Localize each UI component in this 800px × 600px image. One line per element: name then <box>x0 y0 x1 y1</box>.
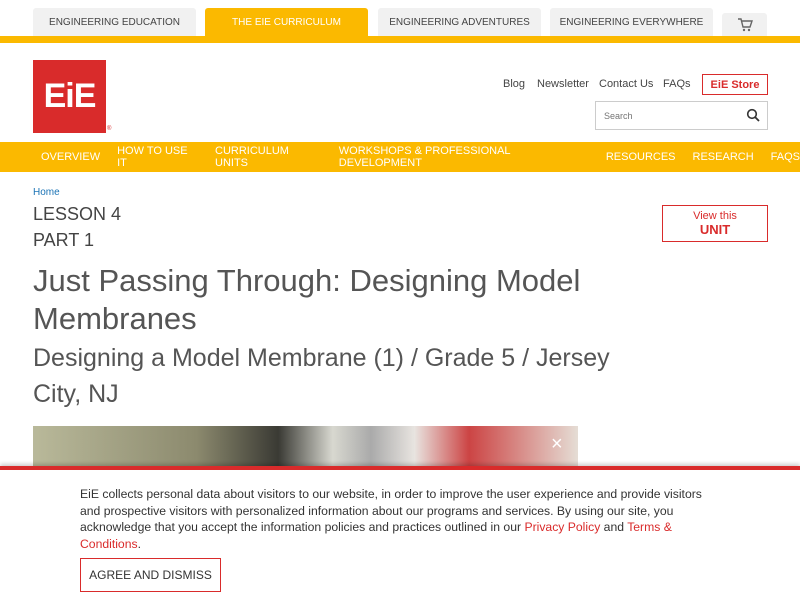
tab-engineering-education[interactable]: ENGINEERING EDUCATION <box>33 8 196 36</box>
contact-us-link[interactable]: Contact Us <box>599 78 654 90</box>
tab-engineering-adventures[interactable]: ENGINEERING ADVENTURES <box>378 8 541 36</box>
tab-eie-curriculum[interactable]: THE EIE CURRICULUM <box>205 8 368 36</box>
registered-mark: ® <box>107 126 112 132</box>
cookie-and: and <box>600 520 628 534</box>
cookie-message: EiE collects personal data about visitors to our website, in order to improve the user experience and provide visitors and prospective visitors with personalized information about our programs and services. By using our site, you acknowledge that you accept the information policies and practices outlined in our <box>80 487 702 534</box>
cookie-text <box>80 486 720 552</box>
lesson-number: LESSON 4 <box>33 204 122 224</box>
newsletter-link[interactable]: Newsletter <box>537 78 589 90</box>
classroom-photo <box>33 426 578 468</box>
view-unit-button[interactable] <box>662 205 768 242</box>
cookie-banner <box>0 466 800 600</box>
breadcrumb-home[interactable]: Home <box>33 187 60 198</box>
view-unit-line1: View this <box>693 210 737 222</box>
tab-engineering-everywhere[interactable]: ENGINEERING EVERYWHERE <box>550 8 713 36</box>
close-icon[interactable]: × <box>551 433 563 455</box>
nav-faqs[interactable]: FAQS <box>770 151 800 163</box>
nav-overview[interactable]: OVERVIEW <box>41 151 101 163</box>
main-nav <box>0 142 800 172</box>
eie-logo[interactable]: EiE <box>33 60 106 133</box>
nav-curriculum-units[interactable]: CURRICULUM UNITS <box>215 145 289 169</box>
blog-link[interactable]: Blog <box>503 78 526 90</box>
nav-resources[interactable]: RESOURCES <box>605 151 676 163</box>
accent-bar <box>0 36 800 43</box>
search-input[interactable] <box>604 111 744 121</box>
view-unit-line2: UNIT <box>699 222 731 237</box>
search-box <box>595 101 768 130</box>
search-icon[interactable] <box>746 108 760 122</box>
nav-research[interactable]: RESEARCH <box>692 151 754 163</box>
cart-icon <box>737 18 753 32</box>
privacy-policy-link[interactable]: Privacy Policy <box>524 520 601 534</box>
cookie-end: . <box>137 536 141 551</box>
nav-how-to-use-it[interactable]: HOW TO USE IT <box>117 145 188 169</box>
part-number: PART 1 <box>33 230 95 250</box>
terms-link[interactable]: Terms & Conditions <box>80 520 672 551</box>
cart-button[interactable] <box>722 13 767 36</box>
eie-store-button[interactable]: EiE Store <box>702 74 768 95</box>
nav-workshops[interactable]: WORKSHOPS & PROFESSIONAL DEVELOPMENT <box>338 145 511 169</box>
page-subtitle: Designing a Model Membrane (1) / Grade 5 / Jersey City, NJ <box>33 344 610 408</box>
agree-and-dismiss-button[interactable]: AGREE AND DISMISS <box>80 558 221 592</box>
faqs-link[interactable]: FAQs <box>663 78 691 90</box>
page-title: Just Passing Through: Designing Model Membranes <box>33 263 581 336</box>
